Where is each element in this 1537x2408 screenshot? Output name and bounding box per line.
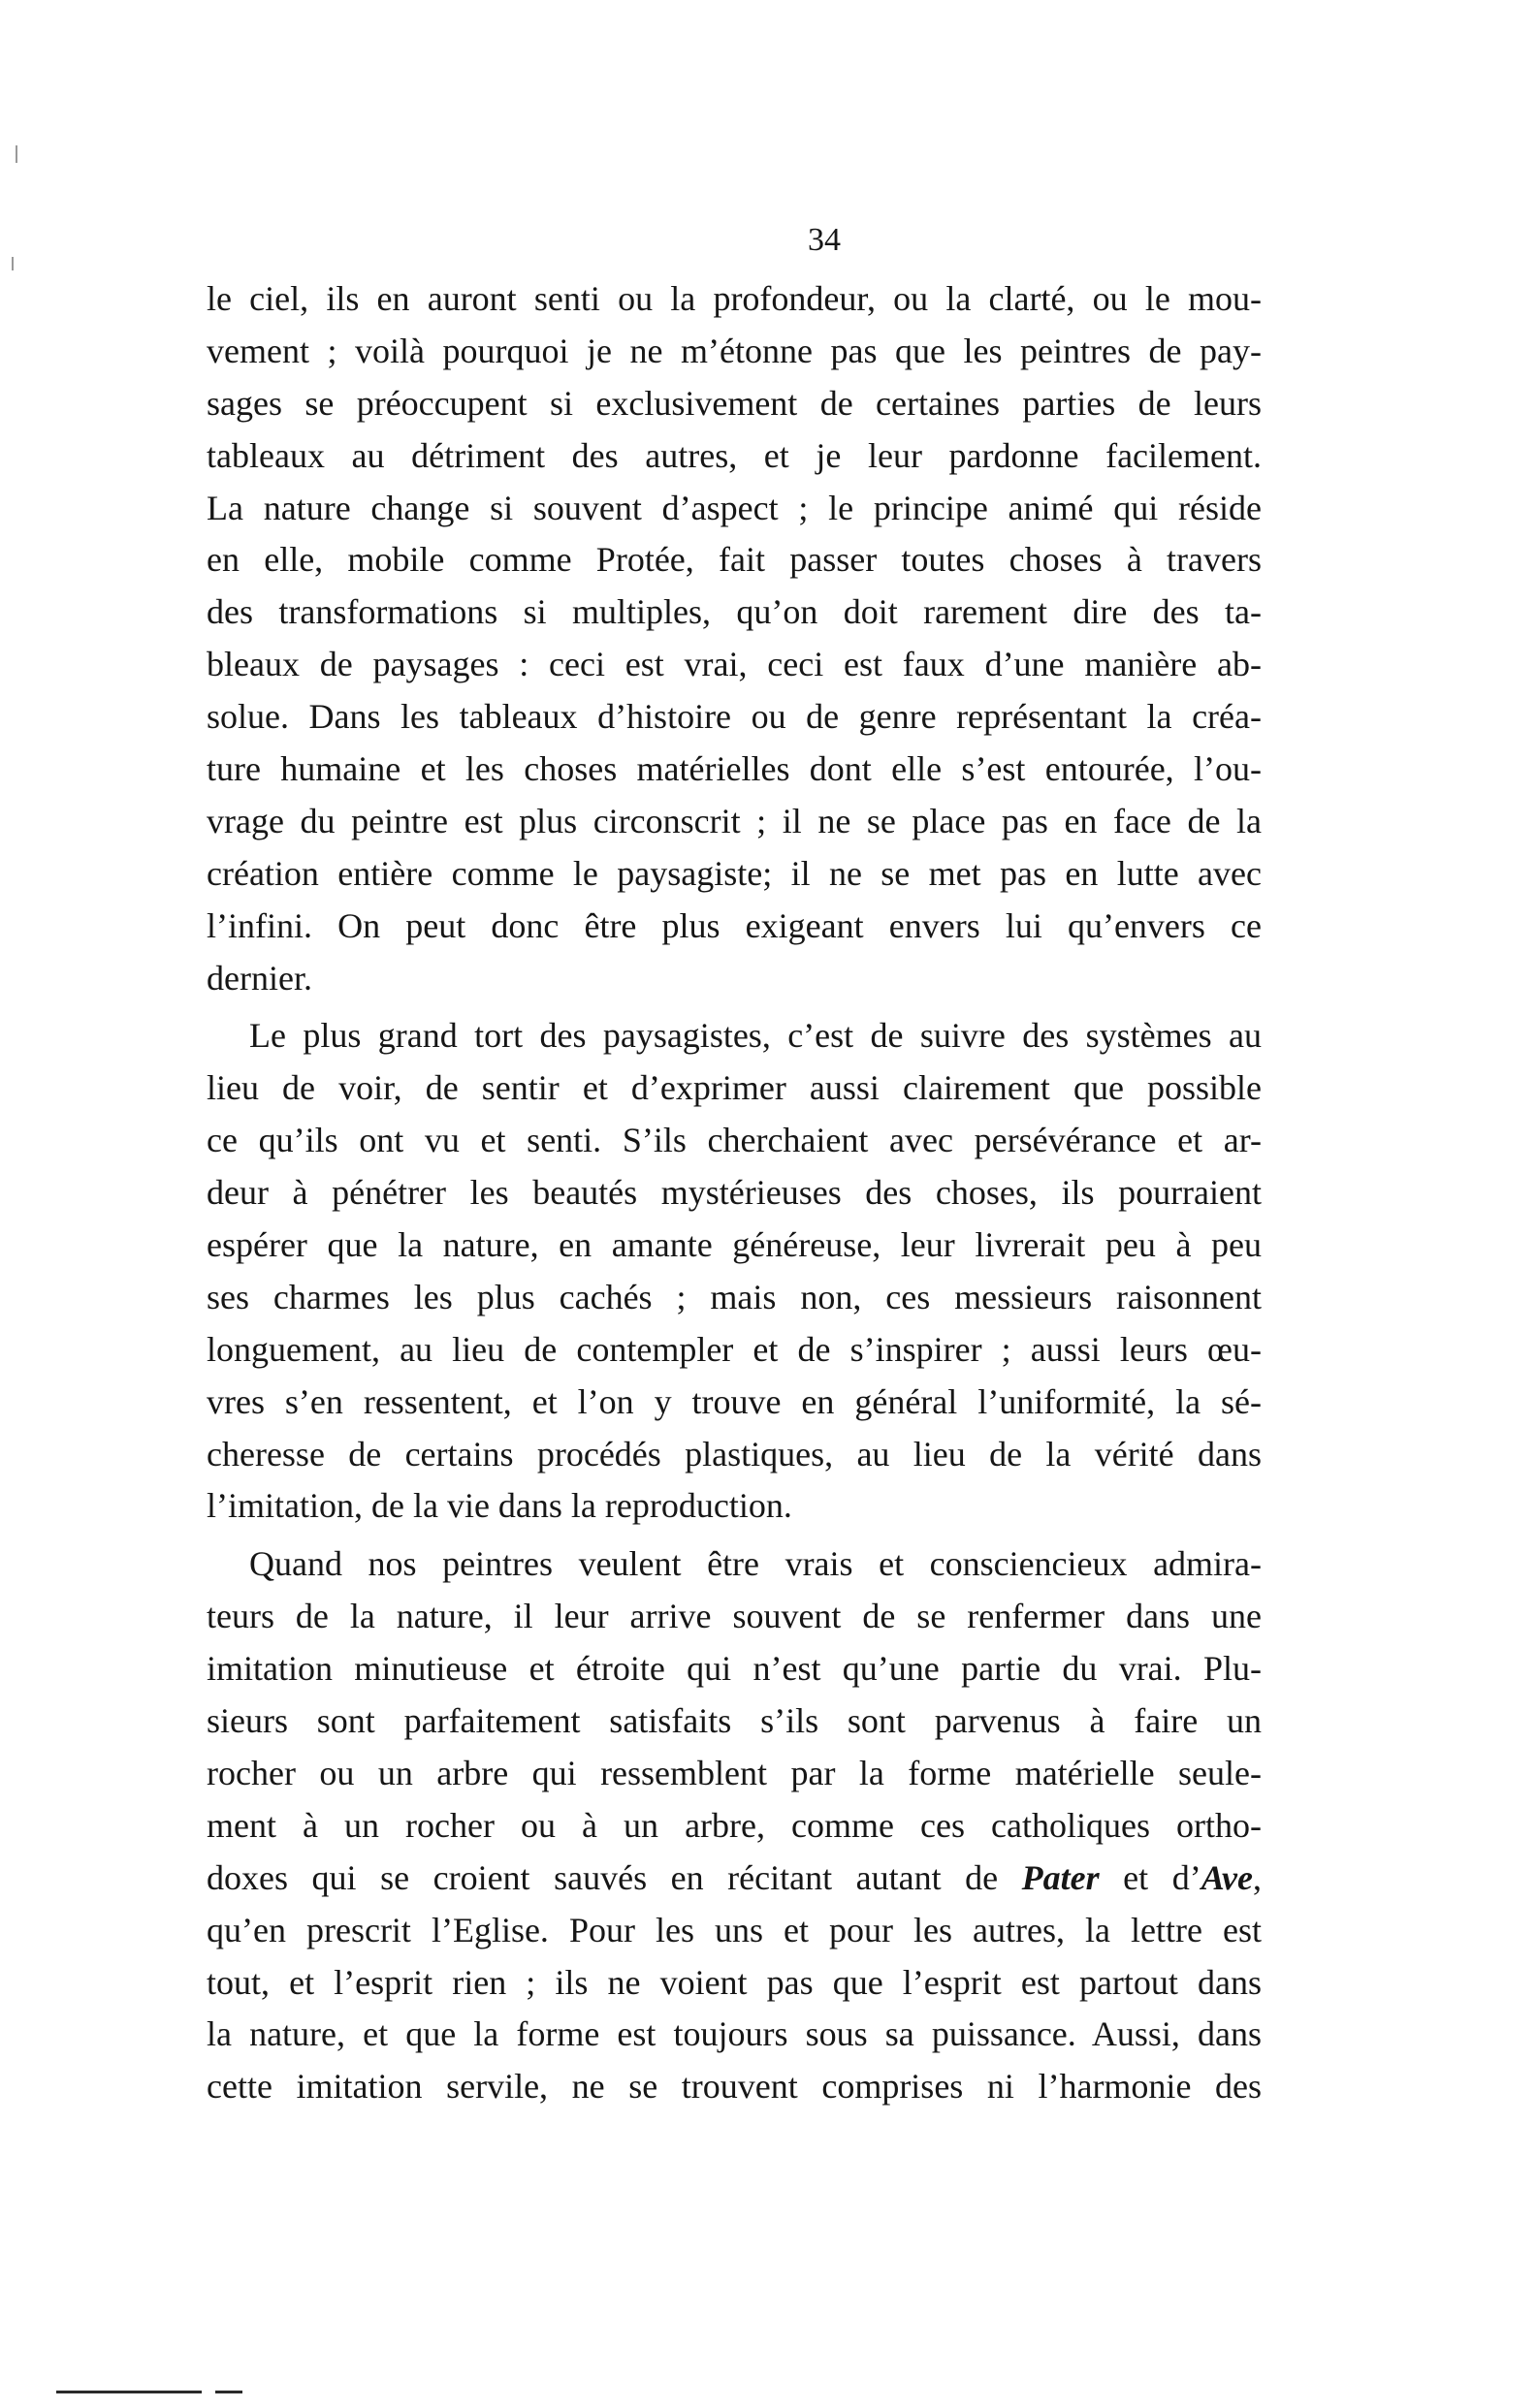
text-line: vrage du peintre est plus circonscrit ; il ne se place pas en face de la bbox=[207, 801, 1262, 840]
text-line: teurs de la nature, il leur arrive souvent de se renfermer dans une bbox=[207, 1597, 1262, 1636]
text-line: longuement, au lieu de contempler et de s’inspirer ; aussi leurs œu- bbox=[207, 1329, 1262, 1369]
text-line: ture humaine et les choses matérielles dont elle s’est entourée, l’ou- bbox=[207, 749, 1262, 789]
text-line: en elle, mobile comme Protée, fait passer toutes choses à travers bbox=[207, 540, 1262, 580]
text-line: tableaux au détriment des autres, et je leur pardonne facilement. bbox=[207, 435, 1262, 475]
margin-tick bbox=[16, 145, 17, 163]
bottom-rule bbox=[215, 2391, 242, 2393]
text-line: solue. Dans les tableaux d’histoire ou de genre représentant la créa- bbox=[207, 697, 1262, 737]
text-line: deur à pénétrer les beautés mystérieuses des choses, ils pourraient bbox=[207, 1173, 1262, 1213]
text-line: La nature change si souvent d’aspect ; le principe animé qui réside bbox=[207, 488, 1262, 527]
text-line: ses charmes les plus cachés ; mais non, ces messieurs raisonnent bbox=[207, 1277, 1262, 1316]
text-line: rocher ou un arbre qui ressemblent par la forme matérielle seule- bbox=[207, 1753, 1262, 1792]
text-line: ment à un rocher ou à un arbre, comme ces catholiques ortho- bbox=[207, 1805, 1262, 1845]
text-line: Le plus grand tort des paysagistes, c’est de suivre des systèmes au bbox=[249, 1016, 1262, 1056]
text-line: l’imitation, de la vie dans la reproduction. bbox=[207, 1486, 792, 1526]
text-line: des transformations si multiples, qu’on doit rarement dire des ta- bbox=[207, 592, 1262, 632]
paragraph bbox=[207, 1010, 1262, 1533]
text-line: sieurs sont parfaitement satisfaits s’ils sont parvenus à faire un bbox=[207, 1701, 1262, 1741]
text-line: tout, et l’esprit rien ; ils ne voient pas que l’esprit est partout dans bbox=[207, 1962, 1262, 2002]
text-line: vement ; voilà pourquoi je ne m’étonne pas que les peintres de pay- bbox=[207, 331, 1262, 370]
text-line: doxes qui se croient sauvés en récitant autant de Pater et d’Ave, bbox=[207, 1857, 1262, 1897]
page-number: 34 bbox=[808, 222, 841, 258]
text-line: ce qu’ils ont vu et senti. S’ils cherchaient avec persévérance et ar- bbox=[207, 1121, 1262, 1160]
text-line: dernier. bbox=[207, 958, 312, 998]
text-line: le ciel, ils en auront senti ou la profondeur, ou la clarté, ou le mou- bbox=[207, 279, 1262, 318]
text-line: cheresse de certains procédés plastiques, au lieu de la vérité dans bbox=[207, 1434, 1262, 1473]
text-line: imitation minutieuse et étroite qui n’est qu’une partie du vrai. Plu- bbox=[207, 1649, 1262, 1689]
text-line: qu’en prescrit l’Eglise. Pour les uns et pour les autres, la lettre est bbox=[207, 1910, 1262, 1949]
paragraph bbox=[207, 1538, 1262, 2113]
text-line: Quand nos peintres veulent être vrais et consciencieux admira- bbox=[249, 1544, 1262, 1584]
text-line: la nature, et que la forme est toujours sous sa puissance. Aussi, dans bbox=[207, 2014, 1262, 2054]
text-line: cette imitation servile, ne se trouvent comprises ni l’harmonie des bbox=[207, 2067, 1262, 2107]
text-line: l’infini. On peut donc être plus exigeant envers lui qu’envers ce bbox=[207, 905, 1262, 945]
text-line: bleaux de paysages : ceci est vrai, ceci est faux d’une manière ab- bbox=[207, 645, 1262, 684]
paragraph bbox=[207, 273, 1262, 1004]
text-line: espérer que la nature, en amante généreuse, leur livrerait peu à peu bbox=[207, 1225, 1262, 1265]
text-line: création entière comme le paysagiste; il ne se met pas en lutte avec bbox=[207, 853, 1262, 893]
body-text bbox=[207, 273, 1262, 2113]
bottom-rule bbox=[56, 2391, 202, 2393]
text-line: vres s’en ressentent, et l’on y trouve en général l’uniformité, la sé- bbox=[207, 1381, 1262, 1421]
text-line: lieu de voir, de sentir et d’exprimer aussi clairement que possible bbox=[207, 1068, 1262, 1108]
text-line: sages se préoccupent si exclusivement de certaines parties de leurs bbox=[207, 383, 1262, 423]
